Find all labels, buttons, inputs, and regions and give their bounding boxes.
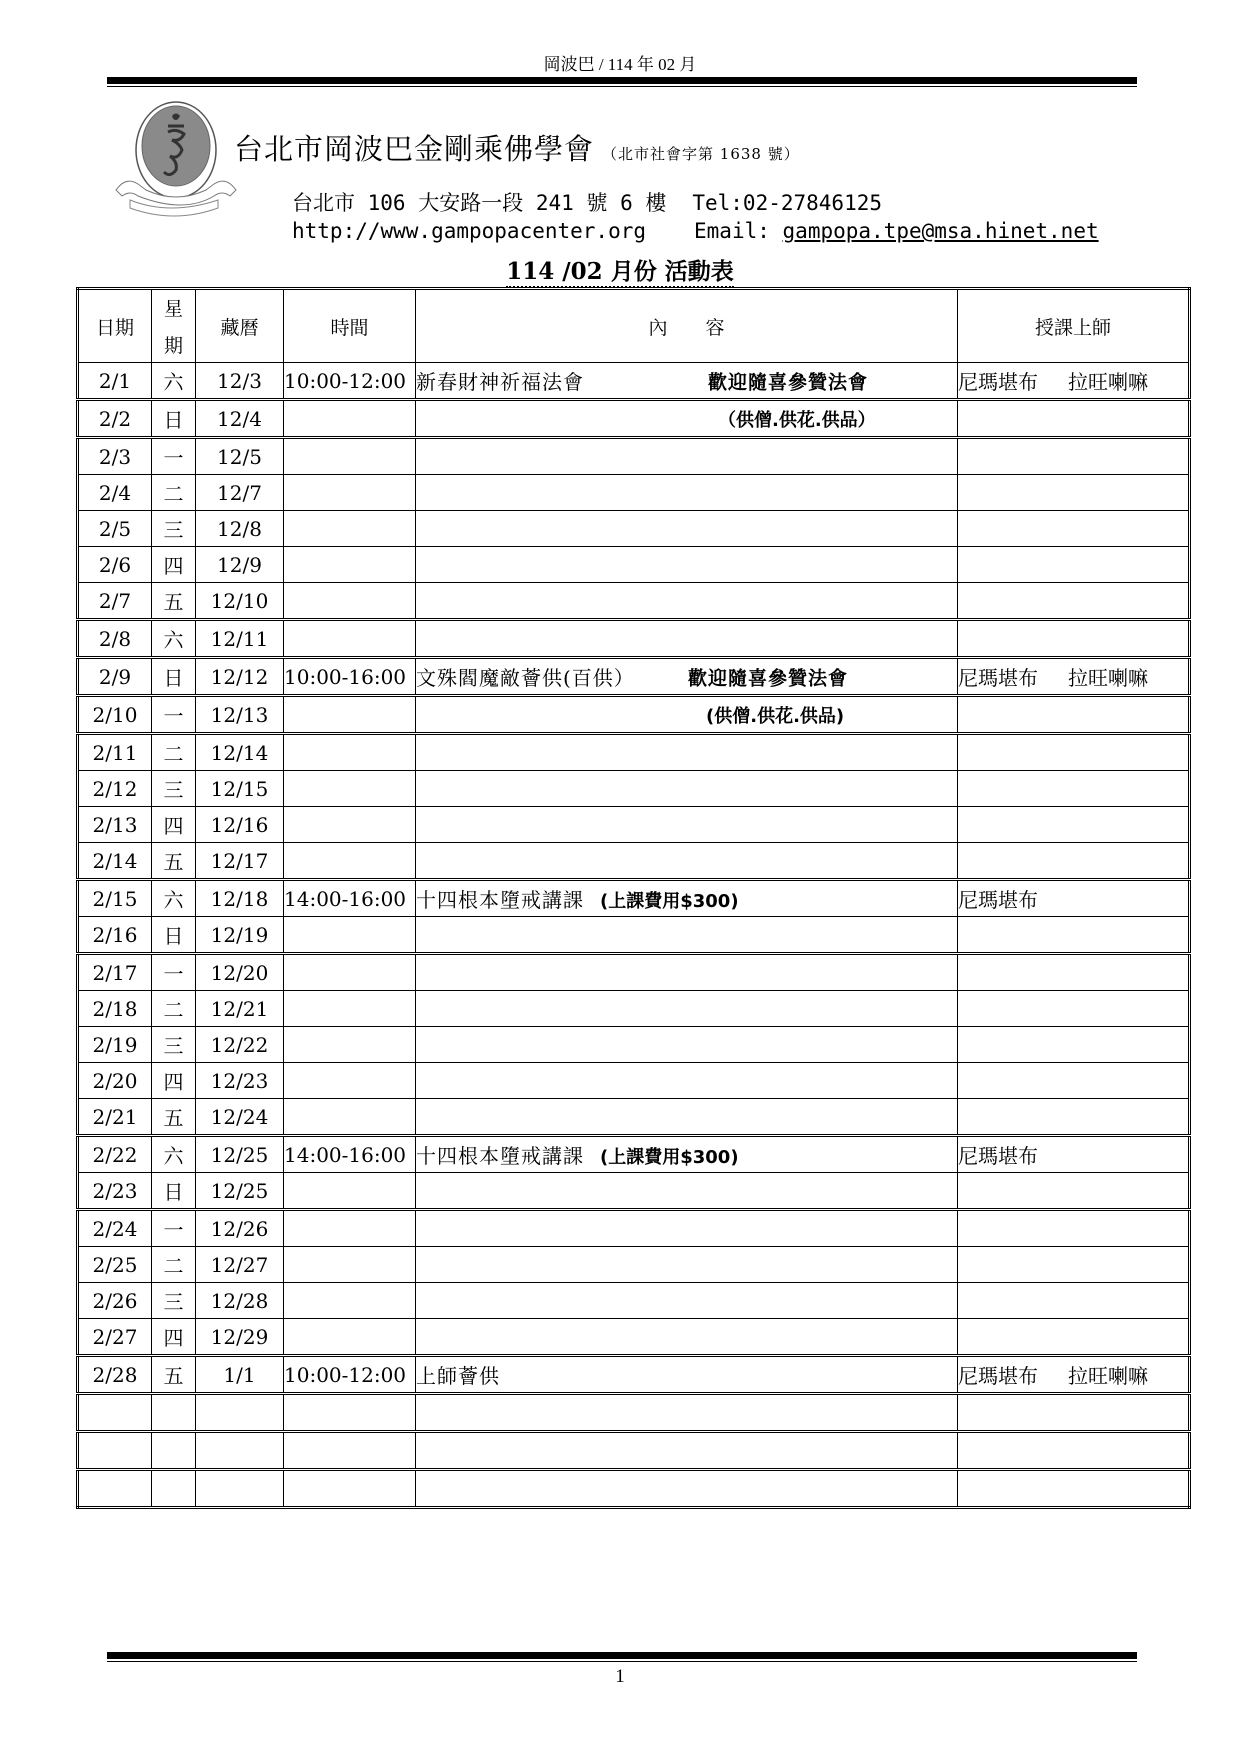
content-title: 十四根本墮戒講課	[416, 888, 584, 912]
date-cell: 2/27	[78, 1319, 152, 1356]
empty-cell	[152, 1470, 196, 1508]
content-cell	[416, 696, 958, 734]
teacher-cell	[958, 1099, 1190, 1136]
table-row	[78, 954, 1190, 991]
teacher-cell	[958, 620, 1190, 658]
address: 台北市 106 大安路一段 241 號 6 樓	[292, 191, 667, 215]
weekday-cell: 二	[152, 475, 196, 511]
offering-note: (供僧.供花.供品)	[706, 705, 845, 727]
time-cell	[284, 954, 416, 991]
tibetan-date-cell: 12/28	[196, 1283, 284, 1319]
organization-title: 台北市岡波巴金剛乘佛學會	[234, 132, 595, 166]
weekday-cell: 五	[152, 843, 196, 880]
teacher-cell	[958, 734, 1190, 771]
schedule-title-text: 114 /02 月份 活動表	[506, 258, 733, 288]
tibetan-date-cell: 12/19	[196, 917, 284, 954]
content-cell	[416, 1027, 958, 1063]
header-time: 時間	[284, 289, 416, 363]
content-cell	[416, 917, 958, 954]
teacher-name-2: 拉旺喇嘛	[1068, 1364, 1148, 1388]
email-link[interactable]: gampopa.tpe@msa.hinet.net	[782, 219, 1099, 243]
content-cell	[416, 475, 958, 511]
time-cell	[284, 620, 416, 658]
tibetan-date-cell: 12/23	[196, 1063, 284, 1099]
time-cell	[284, 583, 416, 620]
time-cell	[284, 511, 416, 547]
time-cell: 10:00-16:00	[284, 658, 416, 696]
time-cell	[284, 807, 416, 843]
date-cell: 2/14	[78, 843, 152, 880]
empty-cell	[152, 1394, 196, 1432]
date-cell: 2/4	[78, 475, 152, 511]
table-row	[78, 620, 1190, 658]
teacher-cell	[958, 843, 1190, 880]
weekday-cell: 二	[152, 991, 196, 1027]
weekday-cell: 日	[152, 1173, 196, 1210]
footer-rule-thin	[107, 1661, 1137, 1662]
date-cell: 2/12	[78, 771, 152, 807]
weekday-cell: 日	[152, 658, 196, 696]
weekday-cell: 四	[152, 1319, 196, 1356]
weekday-cell: 三	[152, 1283, 196, 1319]
teacher-name: 尼瑪堪布	[958, 1144, 1038, 1168]
content-cell	[416, 400, 958, 438]
weekday-cell: 日	[152, 400, 196, 438]
teacher-cell	[958, 696, 1190, 734]
weekday-cell: 一	[152, 438, 196, 475]
table-row	[78, 1063, 1190, 1099]
tibetan-date-cell: 12/18	[196, 880, 284, 917]
teacher-cell	[958, 475, 1190, 511]
table-row	[78, 400, 1190, 438]
content-title: 新春財神祈福法會	[416, 370, 584, 394]
table-row	[78, 1319, 1190, 1356]
teacher-cell	[958, 583, 1190, 620]
table-row	[78, 1136, 1190, 1173]
date-cell: 2/20	[78, 1063, 152, 1099]
content-cell	[416, 991, 958, 1027]
header-weekday-top: 星	[163, 298, 183, 320]
header-weekday	[152, 289, 196, 363]
time-cell	[284, 1210, 416, 1247]
date-cell: 2/15	[78, 880, 152, 917]
telephone: Tel:02-27846125	[692, 191, 883, 215]
content-cell	[416, 771, 958, 807]
weekday-cell: 五	[152, 1356, 196, 1394]
empty-cell	[152, 1432, 196, 1470]
tibetan-date-cell: 12/21	[196, 991, 284, 1027]
table-row	[78, 991, 1190, 1027]
time-cell	[284, 771, 416, 807]
teacher-cell	[958, 1173, 1190, 1210]
tibetan-date-cell: 12/4	[196, 400, 284, 438]
schedule-title	[0, 253, 1240, 286]
table-row	[78, 880, 1190, 917]
content-cell	[416, 658, 958, 696]
weekday-cell: 六	[152, 363, 196, 400]
empty-table-row	[78, 1432, 1190, 1470]
table-row	[78, 1027, 1190, 1063]
empty-cell	[284, 1432, 416, 1470]
date-cell: 2/23	[78, 1173, 152, 1210]
content-cell	[416, 1319, 958, 1356]
contact-line	[292, 219, 1099, 243]
table-row	[78, 438, 1190, 475]
empty-cell	[416, 1470, 958, 1508]
tibetan-date-cell: 12/10	[196, 583, 284, 620]
teacher-name-2: 拉旺喇嘛	[1068, 370, 1148, 394]
tibetan-date-cell: 12/25	[196, 1136, 284, 1173]
tibetan-date-cell: 12/9	[196, 547, 284, 583]
date-cell: 2/1	[78, 363, 152, 400]
time-cell	[284, 475, 416, 511]
teacher-name: 尼瑪堪布	[958, 1364, 1038, 1388]
tibetan-date-cell: 12/5	[196, 438, 284, 475]
date-cell: 2/21	[78, 1099, 152, 1136]
weekday-cell: 三	[152, 511, 196, 547]
date-cell: 2/2	[78, 400, 152, 438]
table-row	[78, 1356, 1190, 1394]
empty-cell	[958, 1432, 1190, 1470]
teacher-cell	[958, 1356, 1190, 1394]
weekday-cell: 二	[152, 1247, 196, 1283]
date-cell: 2/3	[78, 438, 152, 475]
tibetan-date-cell: 12/24	[196, 1099, 284, 1136]
date-cell: 2/5	[78, 511, 152, 547]
content-cell	[416, 363, 958, 400]
running-header: 岡波巴 / 114 年 02 月	[543, 55, 697, 74]
date-cell: 2/25	[78, 1247, 152, 1283]
table-row	[78, 807, 1190, 843]
content-cell	[416, 1063, 958, 1099]
table-row	[78, 583, 1190, 620]
weekday-cell: 六	[152, 880, 196, 917]
content-cell	[416, 843, 958, 880]
content-cell	[416, 1136, 958, 1173]
empty-cell	[958, 1470, 1190, 1508]
time-cell	[284, 1247, 416, 1283]
content-cell	[416, 1356, 958, 1394]
content-title: 上師薈供	[416, 1364, 500, 1388]
date-cell: 2/11	[78, 734, 152, 771]
time-cell	[284, 917, 416, 954]
teacher-cell	[958, 1283, 1190, 1319]
content-cell	[416, 1099, 958, 1136]
table-row	[78, 734, 1190, 771]
empty-table-row	[78, 1394, 1190, 1432]
weekday-cell: 五	[152, 583, 196, 620]
time-cell: 14:00-16:00	[284, 880, 416, 917]
weekday-cell: 日	[152, 917, 196, 954]
date-cell: 2/9	[78, 658, 152, 696]
empty-cell	[196, 1432, 284, 1470]
teacher-cell	[958, 1319, 1190, 1356]
time-cell	[284, 696, 416, 734]
teacher-cell	[958, 1136, 1190, 1173]
date-cell: 2/28	[78, 1356, 152, 1394]
content-cell	[416, 547, 958, 583]
empty-cell	[416, 1394, 958, 1432]
empty-cell	[284, 1394, 416, 1432]
tibetan-date-cell: 12/26	[196, 1210, 284, 1247]
weekday-cell: 一	[152, 1210, 196, 1247]
time-cell	[284, 734, 416, 771]
empty-cell	[196, 1470, 284, 1508]
time-cell	[284, 843, 416, 880]
offering-note: （供僧.供花.供品）	[718, 409, 876, 431]
teacher-cell	[958, 880, 1190, 917]
date-cell: 2/24	[78, 1210, 152, 1247]
content-title: 文殊閻魔敵薈供(百供）	[416, 666, 635, 690]
time-cell	[284, 1173, 416, 1210]
weekday-cell: 四	[152, 807, 196, 843]
tibetan-date-cell: 12/17	[196, 843, 284, 880]
organization-logo-icon	[110, 100, 240, 220]
empty-cell	[78, 1470, 152, 1508]
date-cell: 2/18	[78, 991, 152, 1027]
time-cell	[284, 547, 416, 583]
welcome-note: 歡迎隨喜參贊法會	[688, 667, 849, 689]
weekday-cell: 二	[152, 734, 196, 771]
time-cell	[284, 1099, 416, 1136]
header-date: 日期	[78, 289, 152, 363]
empty-cell	[196, 1394, 284, 1432]
tibetan-date-cell: 12/15	[196, 771, 284, 807]
weekday-cell: 一	[152, 696, 196, 734]
header-weekday-bottom: 期	[163, 335, 183, 357]
header-tibetan-calendar: 藏曆	[196, 289, 284, 363]
content-cell	[416, 1173, 958, 1210]
table-row	[78, 658, 1190, 696]
tibetan-date-cell: 12/7	[196, 475, 284, 511]
table-row	[78, 475, 1190, 511]
teacher-cell	[958, 991, 1190, 1027]
teacher-name: 尼瑪堪布	[958, 888, 1038, 912]
teacher-cell	[958, 1063, 1190, 1099]
teacher-cell	[958, 400, 1190, 438]
header-content: 內 容	[416, 289, 958, 363]
teacher-cell	[958, 511, 1190, 547]
content-cell	[416, 438, 958, 475]
empty-table-row	[78, 1470, 1190, 1508]
table-row	[78, 843, 1190, 880]
date-cell: 2/22	[78, 1136, 152, 1173]
table-row	[78, 771, 1190, 807]
tibetan-date-cell: 12/25	[196, 1173, 284, 1210]
date-cell: 2/7	[78, 583, 152, 620]
tibetan-date-cell: 12/20	[196, 954, 284, 991]
teacher-cell	[958, 1027, 1190, 1063]
date-cell: 2/26	[78, 1283, 152, 1319]
content-cell	[416, 1283, 958, 1319]
teacher-name: 尼瑪堪布	[958, 370, 1038, 394]
footer-rule	[107, 1652, 1137, 1659]
time-cell	[284, 438, 416, 475]
time-cell	[284, 1063, 416, 1099]
content-cell	[416, 954, 958, 991]
weekday-cell: 一	[152, 954, 196, 991]
course-fee: (上課費用$300)	[600, 891, 739, 912]
welcome-note: 歡迎隨喜參贊法會	[708, 371, 869, 393]
teacher-cell	[958, 363, 1190, 400]
tibetan-date-cell: 12/16	[196, 807, 284, 843]
page-number: 1	[615, 1666, 625, 1687]
content-cell	[416, 734, 958, 771]
time-cell	[284, 400, 416, 438]
date-cell: 2/13	[78, 807, 152, 843]
email-label: Email:	[694, 219, 770, 243]
content-cell	[416, 583, 958, 620]
weekday-cell: 六	[152, 620, 196, 658]
time-cell: 10:00-12:00	[284, 1356, 416, 1394]
date-cell: 2/16	[78, 917, 152, 954]
header-rule	[107, 77, 1137, 84]
tibetan-date-cell: 12/12	[196, 658, 284, 696]
date-cell: 2/19	[78, 1027, 152, 1063]
time-cell	[284, 1027, 416, 1063]
content-cell	[416, 880, 958, 917]
table-row	[78, 696, 1190, 734]
teacher-cell	[958, 1247, 1190, 1283]
content-cell	[416, 511, 958, 547]
teacher-name-2: 拉旺喇嘛	[1068, 666, 1148, 690]
teacher-cell	[958, 771, 1190, 807]
tibetan-date-cell: 12/3	[196, 363, 284, 400]
tibetan-date-cell: 1/1	[196, 1356, 284, 1394]
weekday-cell: 三	[152, 1027, 196, 1063]
content-cell	[416, 1210, 958, 1247]
empty-cell	[78, 1394, 152, 1432]
teacher-cell	[958, 917, 1190, 954]
time-cell	[284, 1319, 416, 1356]
schedule-body	[78, 363, 1190, 1508]
table-row	[78, 1173, 1190, 1210]
table-row	[78, 1283, 1190, 1319]
content-cell	[416, 1247, 958, 1283]
table-row	[78, 547, 1190, 583]
teacher-cell	[958, 547, 1190, 583]
empty-cell	[958, 1394, 1190, 1432]
activity-schedule-table	[76, 287, 1191, 1509]
empty-cell	[416, 1432, 958, 1470]
empty-cell	[78, 1432, 152, 1470]
time-cell	[284, 991, 416, 1027]
table-row	[78, 1247, 1190, 1283]
date-cell: 2/10	[78, 696, 152, 734]
time-cell	[284, 1283, 416, 1319]
teacher-name: 尼瑪堪布	[958, 666, 1038, 690]
address-line	[292, 187, 882, 217]
table-row	[78, 1099, 1190, 1136]
teacher-cell	[958, 1210, 1190, 1247]
table-row	[78, 363, 1190, 400]
table-row	[78, 511, 1190, 547]
content-cell	[416, 620, 958, 658]
content-title: 十四根本墮戒講課	[416, 1144, 584, 1168]
organization-name	[234, 127, 800, 168]
tibetan-date-cell: 12/11	[196, 620, 284, 658]
teacher-cell	[958, 438, 1190, 475]
tibetan-date-cell: 12/13	[196, 696, 284, 734]
registration-number: （北市社會字第 1638 號）	[602, 145, 800, 163]
website-link[interactable]: http://www.gampopacenter.org	[292, 219, 647, 243]
tibetan-date-cell: 12/27	[196, 1247, 284, 1283]
teacher-cell	[958, 658, 1190, 696]
time-cell: 14:00-16:00	[284, 1136, 416, 1173]
date-cell: 2/8	[78, 620, 152, 658]
time-cell: 10:00-12:00	[284, 363, 416, 400]
weekday-cell: 四	[152, 547, 196, 583]
teacher-cell	[958, 807, 1190, 843]
header-teacher: 授課上師	[958, 289, 1190, 363]
weekday-cell: 六	[152, 1136, 196, 1173]
empty-cell	[284, 1470, 416, 1508]
weekday-cell: 五	[152, 1099, 196, 1136]
teacher-cell	[958, 954, 1190, 991]
table-header-row	[78, 289, 1190, 363]
tibetan-date-cell: 12/22	[196, 1027, 284, 1063]
date-cell: 2/6	[78, 547, 152, 583]
content-cell	[416, 807, 958, 843]
tibetan-date-cell: 12/29	[196, 1319, 284, 1356]
header-rule-thin	[107, 86, 1137, 87]
weekday-cell: 四	[152, 1063, 196, 1099]
tibetan-date-cell: 12/14	[196, 734, 284, 771]
tibetan-date-cell: 12/8	[196, 511, 284, 547]
table-row	[78, 917, 1190, 954]
course-fee: (上課費用$300)	[600, 1147, 739, 1168]
date-cell: 2/17	[78, 954, 152, 991]
weekday-cell: 三	[152, 771, 196, 807]
table-row	[78, 1210, 1190, 1247]
